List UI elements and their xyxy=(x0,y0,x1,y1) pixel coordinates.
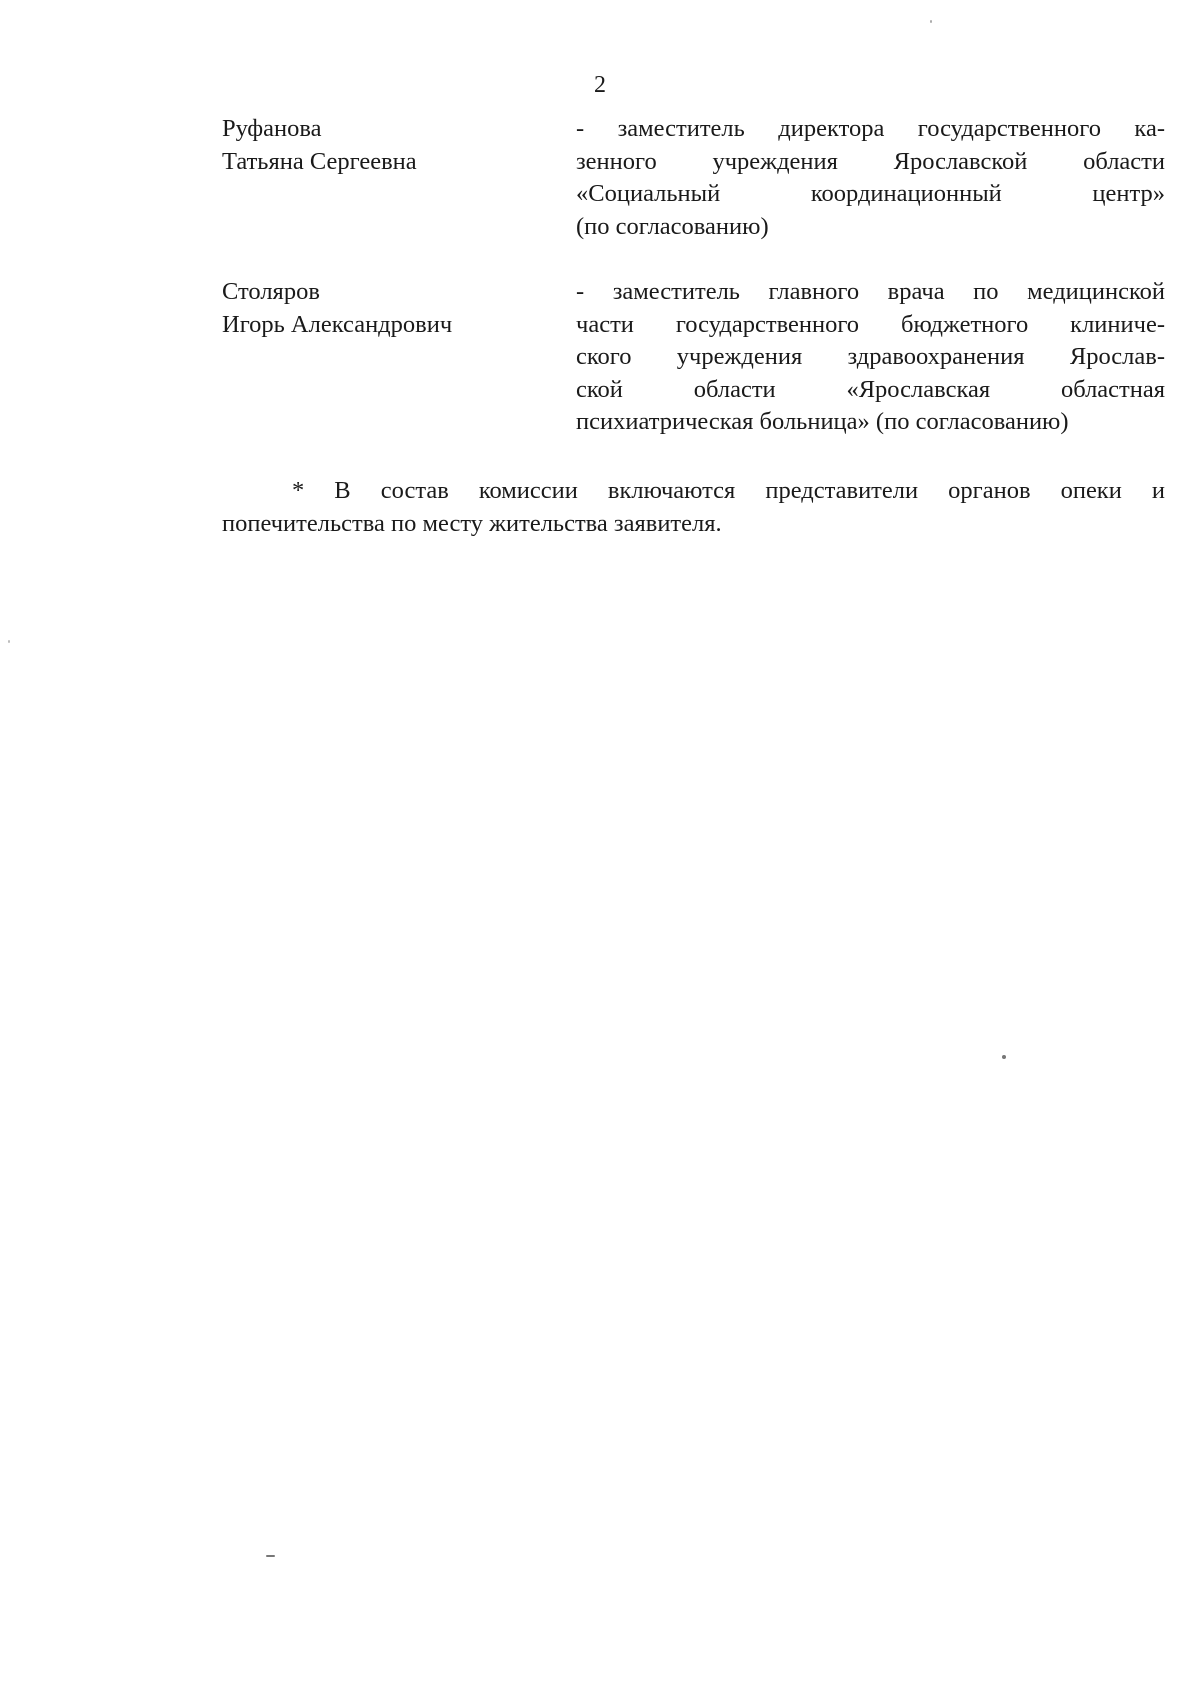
member-position xyxy=(576,276,1165,439)
scan-speck xyxy=(1002,1055,1006,1059)
scan-speck xyxy=(266,1555,275,1557)
position-line: ской области «Ярославская областная xyxy=(576,375,1165,403)
position-line: - заместитель директора государственного ка- xyxy=(576,115,1165,142)
member-name xyxy=(222,276,562,341)
position-line: - заместитель главного врача по медицинской xyxy=(576,278,1165,305)
position-line: психиатрическая больница» (по согласованию) xyxy=(576,408,1069,435)
member-name xyxy=(222,113,562,178)
member-given-names: Игорь Александрович xyxy=(222,310,453,338)
member-surname: Столяров xyxy=(222,278,320,305)
member-surname: Руфанова xyxy=(222,115,322,142)
position-line: зенного учреждения Ярославской области xyxy=(576,147,1165,175)
position-line: (по согласованию) xyxy=(576,212,769,240)
scan-speck xyxy=(930,20,932,23)
position-line: «Социальный координационный центр» xyxy=(576,180,1165,207)
position-line: части государственного бюджетного клиниче- xyxy=(576,310,1165,338)
page-number: 2 xyxy=(594,72,606,98)
footnote-line: попечительства по месту жительства заявителя. xyxy=(222,510,722,537)
member-position xyxy=(576,113,1165,243)
member-given-names: Татьяна Сергеевна xyxy=(222,147,417,175)
footnote xyxy=(222,474,1165,540)
scan-speck xyxy=(8,640,10,643)
footnote-line: * В состав комиссии включаются представители органов опеки и xyxy=(292,477,1165,504)
position-line: ского учреждения здравоохранения Ярослав- xyxy=(576,343,1165,370)
